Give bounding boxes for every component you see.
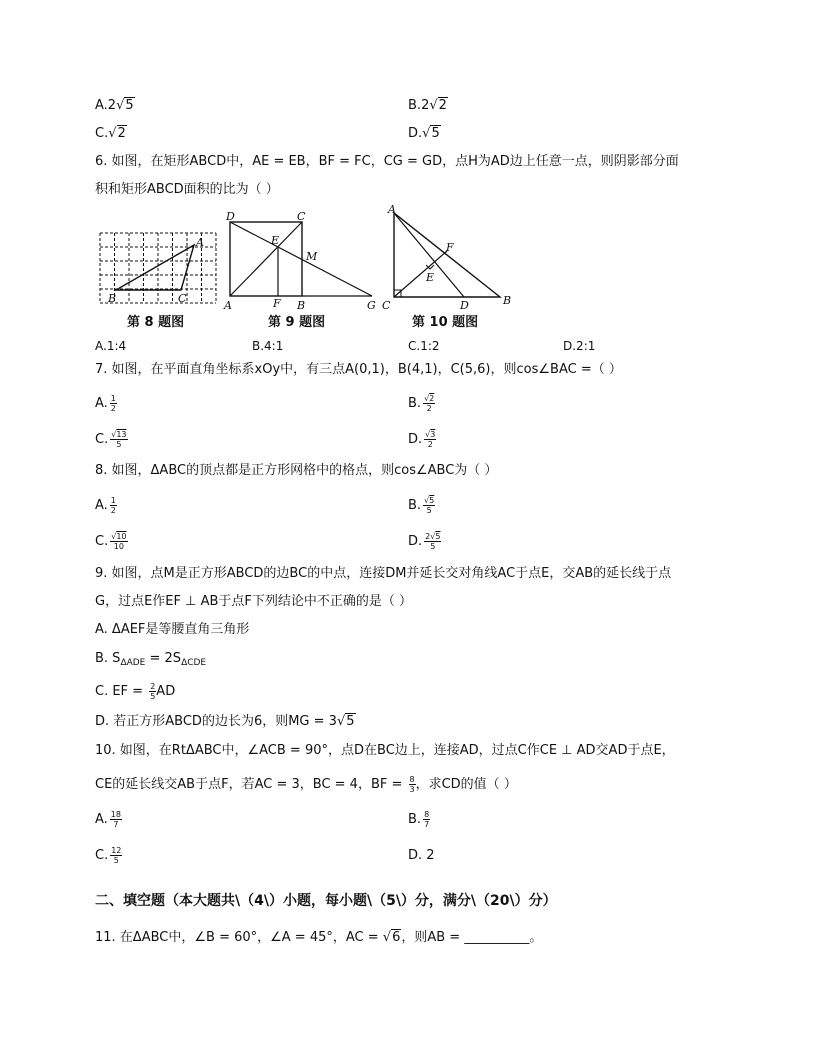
- radicand: 10: [116, 532, 127, 541]
- denominator: 2: [110, 404, 116, 413]
- option-label: A.: [95, 396, 108, 411]
- option-label: D.: [408, 534, 423, 549]
- label-m: M: [306, 250, 318, 263]
- radicand: 2: [117, 126, 126, 141]
- label-c: C: [178, 292, 187, 305]
- numerator: 18: [110, 810, 121, 819]
- label-c: C: [297, 210, 306, 223]
- numerator: 2: [150, 682, 156, 691]
- numerator: √10: [111, 532, 127, 541]
- label-e: E: [426, 271, 435, 284]
- q10-option-c: [95, 846, 122, 865]
- figure-8-caption: 第 8 题图: [127, 315, 185, 330]
- diagonal-ac: [230, 222, 302, 296]
- subscript: ΔCDE: [181, 658, 207, 668]
- q10-stem-line1: 10. 如图，在RtΔABC中，∠ACB = 90°，点D在BC边上，连接AD，过点C作CE ⊥ AD交AD于点E，: [95, 743, 675, 758]
- sqrt-symbol: √5: [336, 714, 355, 729]
- figure-8-grid: [96, 228, 220, 310]
- option-label: B.: [408, 396, 422, 411]
- option-label: D.: [408, 126, 423, 141]
- q6-option-c: C.1:2: [408, 339, 440, 353]
- label-a: A: [224, 299, 232, 312]
- q10-option-a: [95, 810, 122, 829]
- option-label: C.: [95, 534, 109, 549]
- label-e: E: [271, 234, 280, 247]
- q7-option-a: [95, 394, 117, 413]
- label-a: A: [388, 203, 396, 216]
- option-label: B.: [408, 498, 422, 513]
- q8-option-d: [408, 532, 441, 551]
- option-label: C.: [95, 432, 109, 447]
- denominator: 5: [116, 440, 122, 449]
- denominator: 2: [427, 440, 433, 449]
- q8-option-a: [95, 496, 117, 515]
- q10-stem-line2: [95, 775, 517, 794]
- denominator: 2: [426, 404, 432, 413]
- denominator: 2: [110, 506, 116, 515]
- q5-option-c: [95, 126, 127, 142]
- sqrt-symbol: √2: [108, 126, 126, 141]
- q7-option-d: [408, 430, 436, 449]
- label-b: B: [503, 294, 512, 307]
- numerator: 1: [110, 496, 116, 505]
- text: 11. 在ΔABC中，∠B = 60°，∠A = 45°，AC =: [95, 930, 383, 945]
- figure-10-caption: 第 10 题图: [412, 315, 479, 330]
- fraction: [423, 394, 435, 413]
- q9-option-b: [95, 651, 206, 671]
- text: C. EF =: [95, 684, 148, 699]
- numerator: 8: [409, 775, 415, 784]
- sqrt-symbol: √2: [429, 98, 447, 113]
- q6-stem-line1: 6. 如图，在矩形ABCD中，AE = EB，BF = FC，CG = GD，点H为AD边上任意一点，则阴影部分面: [95, 154, 679, 169]
- q6-option-d: D.2:1: [563, 339, 596, 353]
- sqrt-symbol: √5: [422, 126, 440, 141]
- option-label: A.: [95, 498, 108, 513]
- label-a: A: [196, 236, 204, 249]
- q9-option-d: [95, 714, 356, 730]
- fraction: [110, 810, 122, 829]
- fraction: [423, 810, 430, 829]
- fraction: [110, 394, 117, 413]
- figure-9-caption: 第 9 题图: [268, 315, 326, 330]
- label-f: F: [273, 297, 281, 310]
- label-b: B: [297, 299, 306, 312]
- q8-stem: 8. 如图，ΔABC的顶点都是正方形网格中的格点，则cos∠ABC为（ ）: [95, 463, 498, 478]
- q11-stem: [95, 930, 542, 946]
- fraction: [424, 532, 441, 551]
- q10-option-b: [408, 810, 430, 829]
- denominator: 5: [113, 856, 119, 865]
- option-label: C.: [95, 848, 109, 863]
- figure-10-triangle: [378, 203, 518, 313]
- coefficient: 2: [107, 98, 117, 113]
- radicand: 6: [392, 930, 401, 945]
- fraction: [110, 496, 117, 515]
- q10-option-d: D. 2: [408, 848, 435, 863]
- label-g: G: [367, 299, 376, 312]
- text: = 2S: [145, 651, 182, 666]
- q7-stem: 7. 如图，在平面直角坐标系xOy中，有三点A(0,1)，B(4,1)，C(5,6)，则cos∠BAC =（ ）: [95, 362, 622, 377]
- text: AD: [156, 684, 176, 699]
- denominator: 5: [150, 692, 156, 701]
- figure-9-square: [222, 208, 382, 314]
- option-label: A.: [95, 98, 108, 113]
- subscript: ΔADE: [120, 658, 146, 668]
- q5-option-b: [408, 98, 448, 114]
- denominator: 10: [113, 542, 124, 551]
- denominator: 7: [113, 820, 119, 829]
- text: B. S: [95, 651, 121, 666]
- radicand: 13: [116, 430, 127, 439]
- q8-option-c: [95, 532, 128, 551]
- option-label: B.: [408, 98, 422, 113]
- radicand: 5: [429, 496, 435, 505]
- radicand: 5: [346, 714, 355, 729]
- sqrt-symbol: √5: [116, 98, 134, 113]
- q7-option-b: [408, 394, 435, 413]
- numerator: 1: [110, 394, 116, 403]
- label-d: D: [226, 210, 235, 223]
- option-label: D.: [408, 432, 423, 447]
- numerator: 12: [111, 846, 122, 855]
- numerator: √2: [424, 394, 435, 403]
- denominator: 5: [426, 506, 432, 515]
- text: ，求CD的值（ ）: [415, 777, 517, 792]
- radicand: 2: [438, 98, 447, 113]
- radicand: 5: [435, 532, 441, 541]
- numerator: 2√5: [425, 532, 441, 541]
- text: ，则AB = __________。: [401, 930, 543, 945]
- radicand: 2: [429, 394, 435, 403]
- sqrt-symbol: √6: [382, 930, 401, 945]
- denominator: 5: [430, 542, 436, 551]
- option-label: A.: [95, 812, 108, 827]
- radicand: 3: [430, 430, 436, 439]
- denominator: 7: [424, 820, 430, 829]
- coefficient: 2: [425, 532, 431, 541]
- fraction: [110, 532, 127, 551]
- radicand: 5: [125, 98, 134, 113]
- numerator: √5: [424, 496, 435, 505]
- fraction: [110, 846, 122, 865]
- q5-option-d: [408, 126, 441, 142]
- text: CE的延长线交AB于点F，若AC = 3，BC = 4，BF =: [95, 777, 407, 792]
- fraction: [110, 430, 127, 449]
- radicand: 5: [431, 126, 440, 141]
- q9-stem-line1: 9. 如图，点M是正方形ABCD的边BC的中点，连接DM并延长交对角线AC于点E，交AB的延长线于点: [95, 566, 672, 581]
- label-d: D: [460, 299, 469, 312]
- option-label: B.: [408, 812, 422, 827]
- q6-option-b: B.4:1: [252, 339, 284, 353]
- q9-stem-line2: G，过点E作EF ⊥ AB于点F下列结论中不正确的是（ ）: [95, 594, 412, 609]
- numerator: 8: [424, 810, 430, 819]
- line-dg: [230, 222, 372, 296]
- q5-option-a: [95, 98, 135, 114]
- triangle-abc: [394, 213, 500, 297]
- section-2-heading: 二、填空题（本大题共\（4\）小题，每小题\（5\）分，满分\（20\）分）: [95, 893, 557, 909]
- numerator: √13: [111, 430, 127, 439]
- q9-option-c: [95, 682, 175, 701]
- q6-option-a: A.1:4: [95, 339, 127, 353]
- label-c: C: [382, 299, 391, 312]
- q6-stem-line2: 积和矩形ABCD面积的比为（ ）: [95, 182, 279, 197]
- fraction: [423, 496, 435, 515]
- q8-option-b: [408, 496, 435, 515]
- label-b: B: [108, 292, 117, 305]
- numerator: √3: [425, 430, 436, 439]
- q7-option-c: [95, 430, 128, 449]
- coefficient: 2: [421, 98, 430, 113]
- segment-ad: [394, 213, 464, 297]
- option-label: C.: [95, 126, 109, 141]
- triangle-abc: [116, 245, 194, 290]
- segment-cf: [394, 251, 447, 297]
- label-f: F: [446, 241, 454, 254]
- denominator: 3: [409, 785, 415, 794]
- q9-option-a: A. ΔAEF是等腰直角三角形: [95, 622, 250, 637]
- fraction: [424, 430, 436, 449]
- text: D. 若正方形ABCD的边长为6，则MG = 3: [95, 714, 337, 729]
- fraction: [409, 775, 416, 794]
